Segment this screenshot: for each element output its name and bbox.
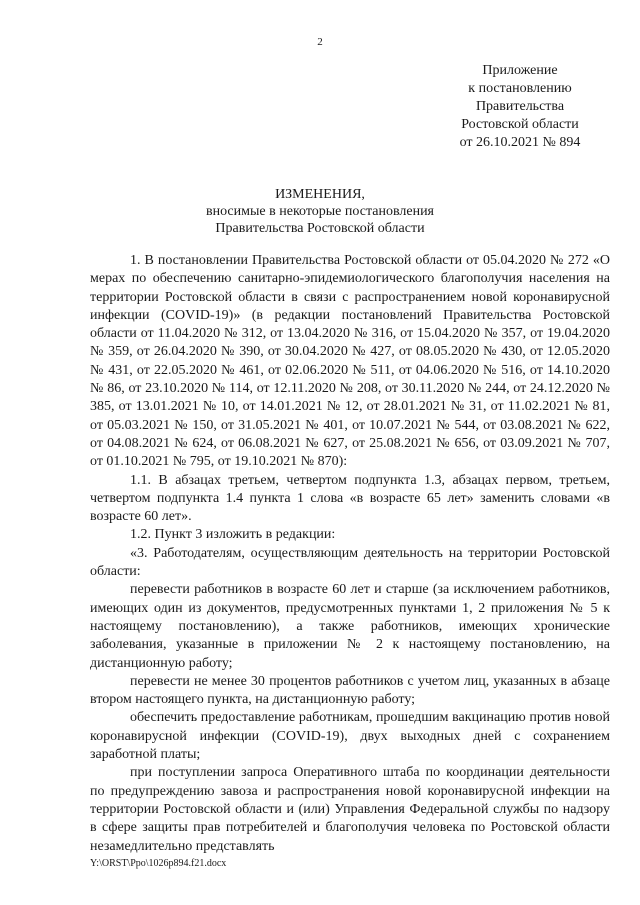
appendix-line: к постановлению	[468, 81, 572, 96]
appendix-line: Ростовской области	[461, 117, 579, 132]
paragraph: «3. Работодателям, осуществляющим деятельность на территории Ростовской области:	[90, 545, 610, 580]
appendix-block	[440, 62, 600, 152]
paragraph: перевести не менее 30 процентов работников с учетом лиц, указанных в абзаце втором настоящего пункта, на дистанционную работу;	[90, 673, 610, 708]
title-subtitle: вносимые в некоторые постановления	[205, 204, 434, 219]
appendix-line: Приложение	[482, 63, 558, 78]
paragraph: при поступлении запроса Оперативного штаба по координации деятельности по предупреждению завоза и распространения новой коронавирусной инфекции на территории Ростовской области и (или) Управления Федеральной службы по надзору в сфере защиты прав потребителей и благополучия человека по Ростовской области незамедлительно представлять	[90, 765, 610, 854]
document-title	[0, 186, 640, 237]
paragraph: перевести работников в возрасте 60 лет и старше (за исключением работников, имеющих один из документов, предусмотренных пунктами 1, 2 приложения № 5 к настоящему постановлению), а также работников, имеющих хронические заболевания, указанные в приложении № 2 к настоящему постановлению, на дистанционную работу;	[90, 582, 610, 671]
title-subtitle: Правительства Ростовской области	[215, 221, 425, 236]
paragraph: 1.1. В абзацах третьем, четвертом подпункта 1.3, абзацах первом, третьем, четвертом подпункта 1.4 пункта 1 слова «в возрасте 65 лет» заменить словами «в возрасте 60 лет».	[90, 472, 610, 525]
paragraph: обеспечить предоставление работникам, прошедшим вакцинацию против новой коронавирусной инфекции (COVID-19), двух выходных дней с сохранением заработной платы;	[90, 710, 610, 763]
appendix-line: Правительства	[475, 99, 565, 114]
file-path-footer: Y:\ORST\Ppo\1026p894.f21.docx	[90, 858, 227, 869]
paragraph: 1.2. Пункт 3 изложить в редакции:	[130, 527, 336, 543]
paragraph: 1. В постановлении Правительства Ростовской области от 05.04.2020 № 272 «О мерах по обеспечению санитарно-эпидемиологического благополучия населения на территории Ростовской области в связи с распространением новой коронавирусной инфекции (COVID-19)» (в редакции постановлений Правительства Ростовской области от 11.04.2020 № 312, от 13.04.2020 № 316, от 15.04.2020 № 357, от 19.04.2020 № 359, от 26.04.2020 № 390, от 30.04.2020 № 427, от 08.05.2020 № 430, от 12.05.2020 № 431, от 22.05.2020 № 461, от 02.06.2020 № 511, от 04.06.2020 № 516, от 14.10.2020 № 86, от 23.10.2020 № 114, от 12.11.2020 № 208, от 30.11.2020 № 244, от 24.12.2020 № 385, от 13.01.2021 № 10, от 14.01.2021 № 12, от 28.01.2021 № 31, от 11.02.2021 № 81, от 05.03.2021 № 150, от 31.05.2021 № 401, от 10.07.2021 № 544, от 03.08.2021 № 622, от 04.08.2021 № 624, от 06.08.2021 № 627, от 25.08.2021 № 656, от 03.09.2021 № 707, от 01.10.2021 № 795, от 19.10.2021 № 870):	[90, 253, 610, 470]
title-heading: ИЗМЕНЕНИЯ,	[275, 187, 365, 202]
document-body	[90, 252, 610, 856]
appendix-line: от 26.10.2021 № 894	[459, 135, 581, 150]
page-number: 2	[317, 36, 323, 48]
